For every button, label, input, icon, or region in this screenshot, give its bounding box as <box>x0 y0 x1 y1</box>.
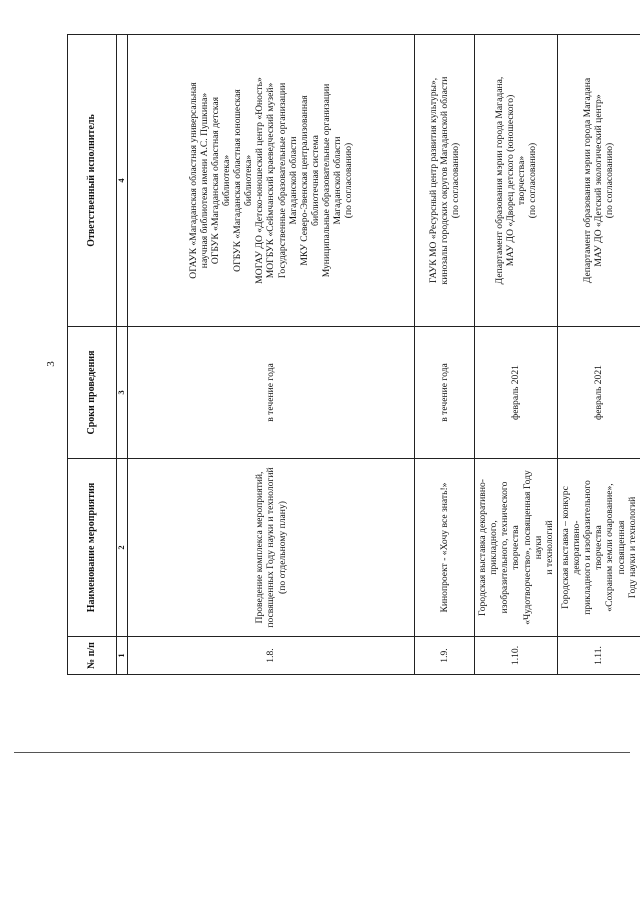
event-name <box>415 459 475 637</box>
row-number: 1.10. <box>475 637 558 675</box>
responsible-line: МОГБУК «Сеймчанский краеведческий музей» <box>265 82 277 279</box>
header-number: № п/п <box>68 637 117 675</box>
responsible-line: научная библиотека имени А.С. Пушкина» <box>198 92 210 269</box>
responsible-line: Департамент образования мэрии города Магадана, <box>493 76 505 285</box>
column-number: 1 <box>117 637 128 675</box>
responsible-line: ОГБУК «Магаданская областная юношеская <box>232 89 244 272</box>
responsible-line: МКУ Северо-Эвенская централизованная <box>298 95 310 266</box>
event-name-line: Году науки и технологий <box>626 496 638 599</box>
events-table <box>67 34 640 675</box>
responsible-line: Муниципальные образовательные организации <box>321 83 333 278</box>
column-number: 4 <box>117 35 128 327</box>
responsible-line: библиотека» <box>243 154 255 207</box>
column-number-row <box>117 35 128 675</box>
event-responsible <box>415 35 475 327</box>
responsible-line: ГАУК МО «Ресурсный центр развития культуры», <box>427 77 439 284</box>
responsible-line: Магаданской области <box>287 136 299 225</box>
header-responsible: Ответственный исполнитель <box>68 35 117 327</box>
responsible-line: Департамент образования мэрии города Магадана <box>582 77 594 284</box>
responsible-line: библиотека» <box>220 154 232 207</box>
event-responsible <box>475 35 558 327</box>
responsible-line: Магаданской области <box>332 136 344 225</box>
responsible-line: кинозалы городских округов Магаданской области <box>438 76 450 285</box>
event-name-line: «Чудотворчество», посвященная Году науки <box>521 470 544 625</box>
event-name <box>475 459 558 637</box>
column-number: 3 <box>117 327 128 459</box>
event-name-line: «Сохраним земли очарование», посвященная <box>604 483 627 612</box>
event-name-line: (по отдельному плану) <box>276 501 288 594</box>
event-name-line: посвященных Году науки и технологий <box>265 467 277 628</box>
rotated-table-container <box>67 35 638 675</box>
responsible-line: МАУ ДО «Дворец детского (юношеского) <box>504 94 516 267</box>
bottom-rule <box>14 752 630 753</box>
event-responsible <box>128 35 415 327</box>
event-name-line: Кинопроект - «Хочу все знать!» <box>438 482 450 613</box>
row-number: 1.9. <box>415 637 475 675</box>
responsible-line: (по согласованию) <box>527 142 539 219</box>
responsible-line: (по согласованию) <box>343 142 355 219</box>
responsible-line: ОГАУК «Магаданская областная универсальная <box>187 82 199 279</box>
row-number: 1.11. <box>557 637 640 675</box>
page-number: 3 <box>44 361 57 367</box>
event-name-line: Проведение комплекса мероприятий, <box>254 471 266 624</box>
table-header-row <box>68 35 117 675</box>
responsible-line: Государственные образовательные организации <box>276 82 288 279</box>
table-row <box>415 35 475 675</box>
responsible-line: ОГБУК «Магаданская областная детская <box>209 96 221 265</box>
responsible-line: (по согласованию) <box>604 142 616 219</box>
event-name <box>557 459 640 637</box>
table-row <box>475 35 558 675</box>
event-name-line: прикладного и изобразительного творчества <box>582 480 605 615</box>
responsible-line: библиотечная система <box>309 135 321 226</box>
event-term: в течение года <box>128 327 415 459</box>
column-number: 2 <box>117 459 128 637</box>
event-responsible <box>557 35 640 327</box>
event-term: в течение года <box>415 327 475 459</box>
header-event-name: Наименование мероприятия <box>68 459 117 637</box>
event-name-line: изобразительного, технического творчества <box>499 481 522 614</box>
event-name-line: Городская выставка декоративно-прикладного, <box>477 479 500 616</box>
responsible-line: (по согласованию) <box>450 142 462 219</box>
responsible-line: творчества» <box>515 155 527 206</box>
table-row <box>128 35 415 675</box>
event-name-line: и технологий <box>543 520 555 575</box>
event-term: февраль 2021 <box>475 327 558 459</box>
event-name-line: Городская выставка – конкурс декоративно- <box>559 486 582 609</box>
table-row <box>557 35 640 675</box>
responsible-line: МОГАУ ДО «Детско-юношеский центр «Юность» <box>254 77 266 284</box>
event-term: февраль 2021 <box>557 327 640 459</box>
responsible-line: МАУ ДО «Детский экологический центр» <box>593 94 605 267</box>
header-term: Сроки проведения <box>68 327 117 459</box>
row-number: 1.8. <box>128 637 415 675</box>
event-name <box>128 459 415 637</box>
